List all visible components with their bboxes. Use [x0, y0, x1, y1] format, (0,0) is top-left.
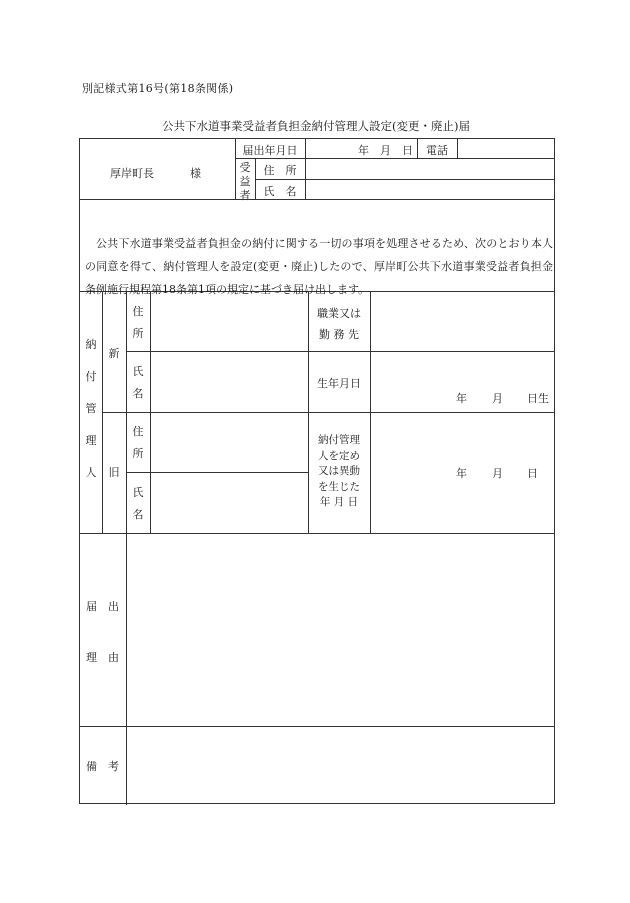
occupation-line: 勤 務 先 — [319, 328, 359, 341]
manager-char: 納 — [85, 338, 97, 351]
old-divider — [126, 472, 308, 473]
manager-char: 理 — [85, 434, 97, 447]
name-char: 氏 — [132, 486, 144, 499]
beneficiary-label — [235, 161, 255, 202]
honorific: 様 — [190, 167, 201, 180]
form-number: 別記様式第16号(第18条関係) — [82, 82, 234, 95]
birth-date-label: 生年月日 — [317, 377, 361, 390]
name-char: 名 — [132, 508, 144, 521]
new-old-divider — [102, 412, 555, 413]
header-line-1 — [235, 158, 555, 159]
reason-char: 出 — [108, 600, 119, 613]
change-date-line: 納付管理 — [318, 434, 360, 446]
date-unit-year: 年 — [358, 144, 369, 157]
address-char: 住 — [132, 305, 144, 318]
birth-unit-month: 月 — [492, 392, 503, 405]
new-address-label — [126, 301, 150, 345]
date-unit-month: 月 — [380, 144, 391, 157]
new-name-label — [126, 361, 150, 405]
new-label: 新 — [108, 347, 120, 360]
new-divider-right — [308, 351, 555, 352]
change-date-line: 又は異動 — [318, 465, 360, 477]
occupation-label — [308, 303, 370, 345]
header-line-2 — [255, 179, 555, 180]
change-unit-year: 年 — [456, 467, 467, 480]
date-unit-day: 日 — [402, 144, 413, 157]
beneficiary-char: 益 — [239, 174, 251, 188]
addressee: 厚岸町長 — [110, 167, 154, 180]
header-bottom-line — [80, 199, 555, 200]
change-date-line: 人を定め — [318, 449, 360, 462]
reason-char: 由 — [108, 651, 119, 664]
change-date-line: 年 月 日 — [319, 496, 359, 508]
manager-bottom-line — [80, 533, 555, 534]
reason-bottom-line — [80, 726, 555, 727]
statement-text: 公共下水道事業受益者負担金の納付に関する一切の事項を処理させるため、次のとおり本人の同意を得て、納付管理人を設定(変更・廃止)したので、厚岸町公共下水道事業受益者負担金条例施行規程第18条第1項の規定に基づき届け出します。 — [85, 237, 553, 296]
address-char: 所 — [132, 327, 144, 340]
reason-char: 届 — [86, 600, 97, 613]
name-char: 氏 — [132, 365, 144, 378]
remarks-char: 考 — [108, 760, 119, 773]
beneficiary-address-label: 住 所 — [263, 164, 297, 177]
beneficiary-char: 者 — [239, 188, 251, 202]
remarks-char: 備 — [86, 760, 97, 773]
phone-divider-right — [457, 139, 458, 158]
name-char: 名 — [132, 387, 144, 400]
phone-label: 電話 — [426, 144, 448, 157]
new-divider-left — [126, 351, 308, 352]
old-label: 旧 — [108, 466, 120, 479]
label-divider — [305, 139, 306, 199]
beneficiary-char: 受 — [239, 161, 251, 174]
reason-char: 理 — [86, 651, 97, 664]
occupation-line: 職業又は — [317, 307, 361, 320]
birth-unit-year: 年 — [456, 392, 467, 405]
change-unit-month: 月 — [492, 467, 503, 480]
old-address-label — [126, 421, 150, 465]
manager-group-label — [80, 329, 102, 489]
manager-char: 付 — [85, 370, 97, 383]
beneficiary-name-label: 氏 名 — [263, 185, 297, 198]
address-char: 住 — [132, 425, 144, 438]
address-char: 所 — [132, 447, 144, 460]
change-date-label — [308, 433, 370, 511]
submission-date-label: 届出年月日 — [242, 144, 298, 157]
birth-unit-day: 日生 — [527, 392, 549, 405]
old-name-label — [126, 482, 150, 526]
change-date-line: を生じた — [318, 480, 360, 493]
manager-char: 管 — [85, 402, 97, 415]
document-title: 公共下水道事業受益者負担金納付管理人設定(変更・廃止)届 — [162, 119, 470, 133]
change-unit-day: 日 — [527, 467, 538, 480]
manager-char: 人 — [85, 466, 97, 479]
